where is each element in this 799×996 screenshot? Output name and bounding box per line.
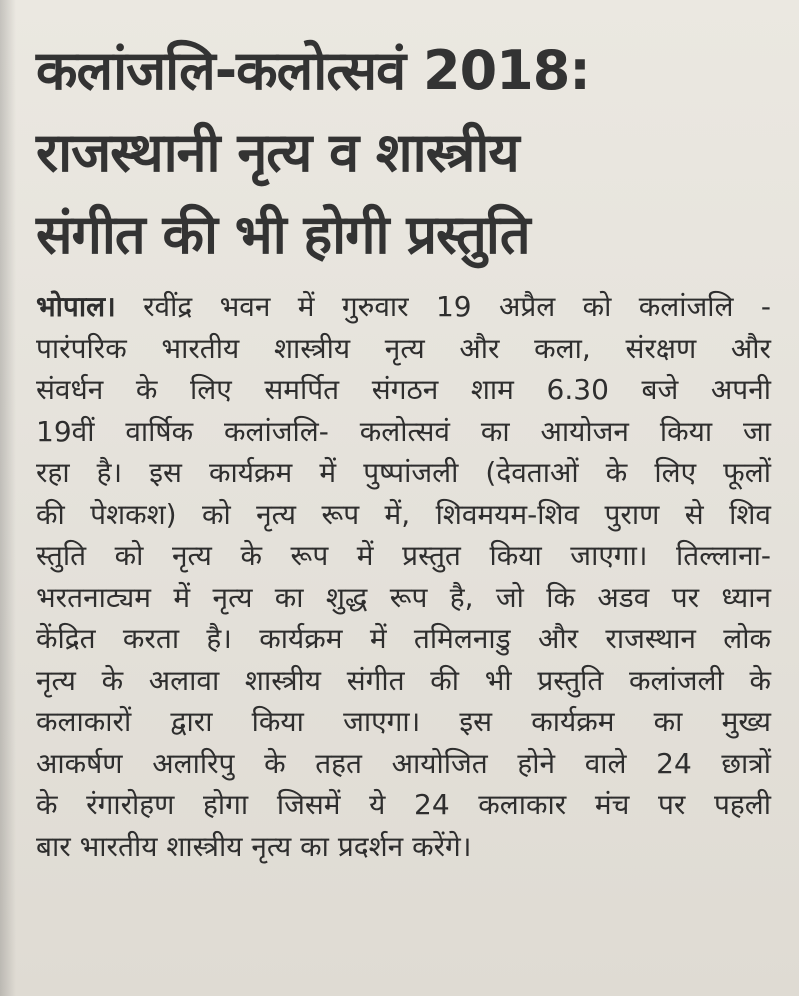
headline-line-3: संगीत की भी होगी प्रस्तुति — [36, 203, 530, 266]
dateline: भोपाल। — [36, 290, 116, 323]
article-line-2: पारंपरिक भारतीय शास्त्रीय नृत्य और कला, संरक्षण और — [36, 331, 771, 365]
article-line-12: आकर्षण अलारिपु के तहत आयोजित होने वाले 24 छात्रों — [36, 746, 771, 780]
article-body — [36, 286, 771, 867]
article-line-5: रहा है। इस कार्यक्रम में पुष्पांजली (देवताओं के लिए फूलों — [36, 456, 771, 489]
article-line-8: भरतनाट्यम में नृत्य का शुद्ध रूप है, जो कि अडव पर ध्यान — [36, 580, 771, 614]
article-line-13: के रंगारोहण होगा जिसमें ये 24 कलाकार मंच पर पहली — [36, 788, 771, 821]
article-line-14: बार भारतीय शास्त्रीय नृत्य का प्रदर्शन करेंगे। — [36, 829, 472, 863]
article-line-6: की पेशकश) को नृत्य रूप में, शिवमयम-शिव पुराण से शिव — [36, 497, 771, 531]
article-line-3: संवर्धन के लिए समर्पित संगठन शाम 6.30 बजे अपनी — [36, 373, 771, 406]
article-line-7: स्तुति को नृत्य के रूप में प्रस्तुत किया जाएगा। तिल्लाना- — [36, 539, 771, 572]
headline — [36, 30, 771, 276]
article-line-4: 19वीं वार्षिक कलांजलि- कलोत्सवं का आयोजन किया जा — [36, 414, 771, 448]
headline-line-1: कलांजलि-कलोत्सवं 2018: — [36, 39, 590, 102]
article-line-11: कलाकारों द्वारा किया जाएगा। इस कार्यक्रम का मुख्य — [36, 705, 771, 738]
article-line-10: नृत्य के अलावा शास्त्रीय संगीत की भी प्रस्तुति कलांजली के — [36, 663, 771, 697]
article-line-9: केंद्रित करता है। कार्यक्रम में तमिलनाडु और राजस्थान लोक — [36, 622, 771, 655]
article-line-1-text: रवींद्र भवन में गुरुवार 19 अप्रैल को कलांजलि - — [115, 290, 771, 323]
article-line-1 — [36, 286, 771, 328]
headline-line-2: राजस्थानी नृत्य व शास्त्रीय — [36, 121, 519, 184]
